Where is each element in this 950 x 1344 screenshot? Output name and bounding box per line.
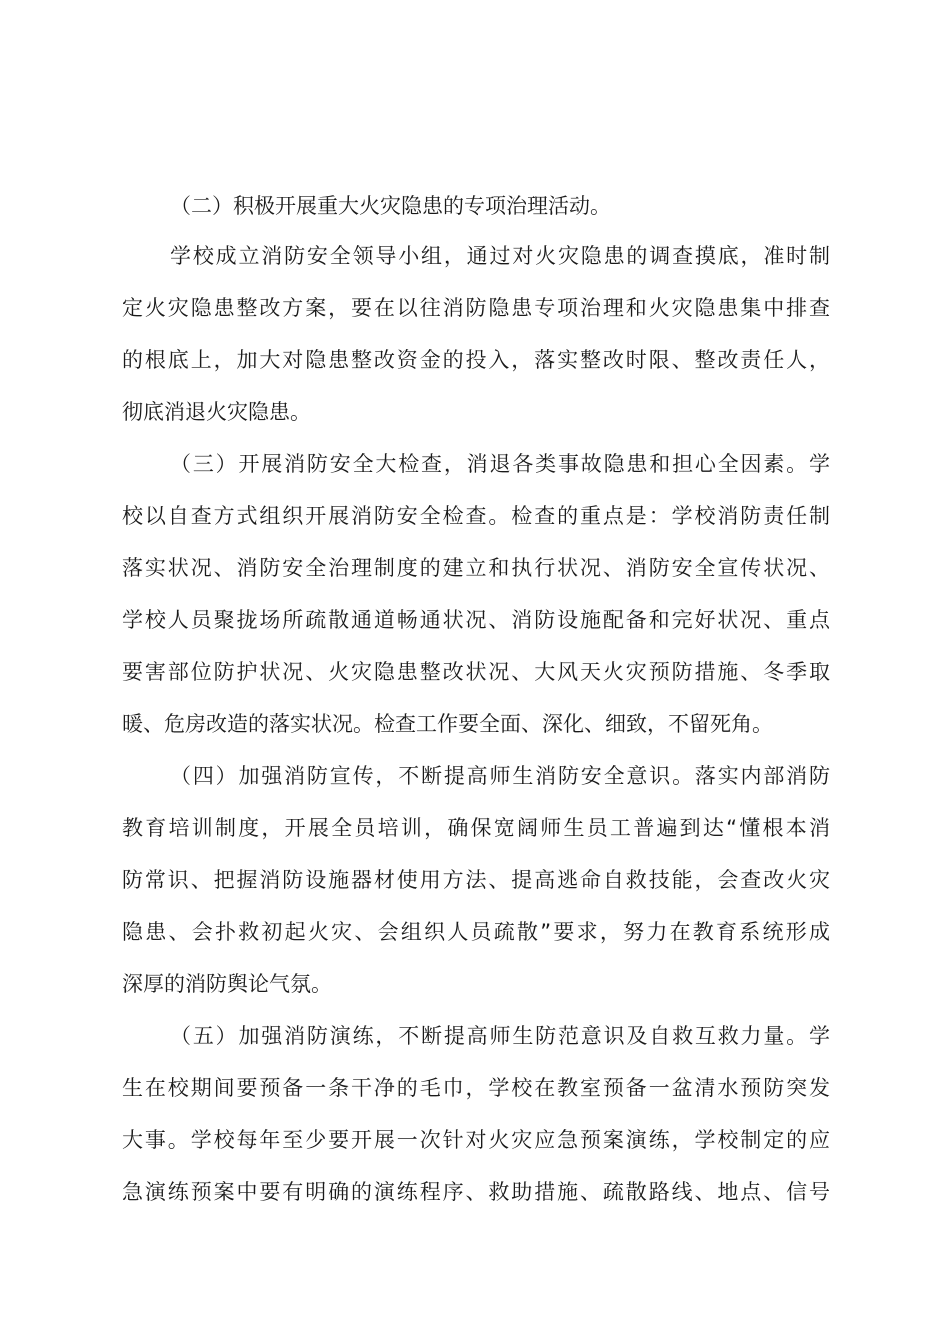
paragraph-line: 暖、危房改造的落实状况。检查工作要全面、深化、细致，不留死角。	[122, 712, 773, 736]
paragraph-line: （四）加强消防宣传，不断提高师生消防安全意识。落实内部消防	[170, 764, 830, 788]
paragraph-line: 学校成立消防安全领导小组，通过对火灾隐患的调查摸底，准时制	[170, 244, 830, 268]
paragraph-line: 学校人员聚拢场所疏散通道畅通状况、消防设施配备和完好状况、重点	[122, 608, 830, 632]
paragraph-line: 深厚的消防舆论气氛。	[122, 972, 332, 996]
paragraph-line: 落实状况、消防安全治理制度的建立和执行状况、消防安全宣传状况、	[122, 556, 830, 580]
paragraph-line: 定火灾隐患整改方案，要在以往消防隐患专项治理和火灾隐患集中排查	[122, 296, 830, 320]
paragraph-line: 防常识、把握消防设施器材使用方法、提高逃命自救技能，会查改火灾	[122, 868, 830, 892]
paragraph-line: （五）加强消防演练，不断提高师生防范意识及自救互救力量。学	[170, 1024, 830, 1048]
paragraph-line: 彻底消退火灾隐患。	[122, 400, 311, 424]
paragraph-line: 隐患、会扑救初起火灾、会组织人员疏散”要求，努力在教育系统形成	[122, 920, 830, 944]
paragraph-line: （三）开展消防安全大检查，消退各类事故隐患和担心全因素。学	[170, 452, 830, 476]
paragraph-line: 要害部位防护状况、火灾隐患整改状况、大风天火灾预防措施、冬季取	[122, 660, 830, 684]
paragraph-line: 教育培训制度，开展全员培训，确保宽阔师生员工普遍到达“懂根本消	[122, 816, 830, 840]
paragraph-line: 生在校期间要预备一条干净的毛巾，学校在教室预备一盆清水预防突发	[122, 1076, 830, 1100]
paragraph-line: 急演练预案中要有明确的演练程序、救助措施、疏散路线、地点、信号	[122, 1180, 830, 1204]
heading-section-2: （二）积极开展重大火灾隐患的专项治理活动。	[170, 194, 611, 218]
paragraph-line: 的根底上，加大对隐患整改资金的投入，落实整改时限、整改责任人，	[122, 348, 830, 372]
paragraph-line: 校以自查方式组织开展消防安全检查。检查的重点是：学校消防责任制	[122, 504, 830, 528]
paragraph-line: 大事。学校每年至少要开展一次针对火灾应急预案演练，学校制定的应	[122, 1128, 830, 1152]
